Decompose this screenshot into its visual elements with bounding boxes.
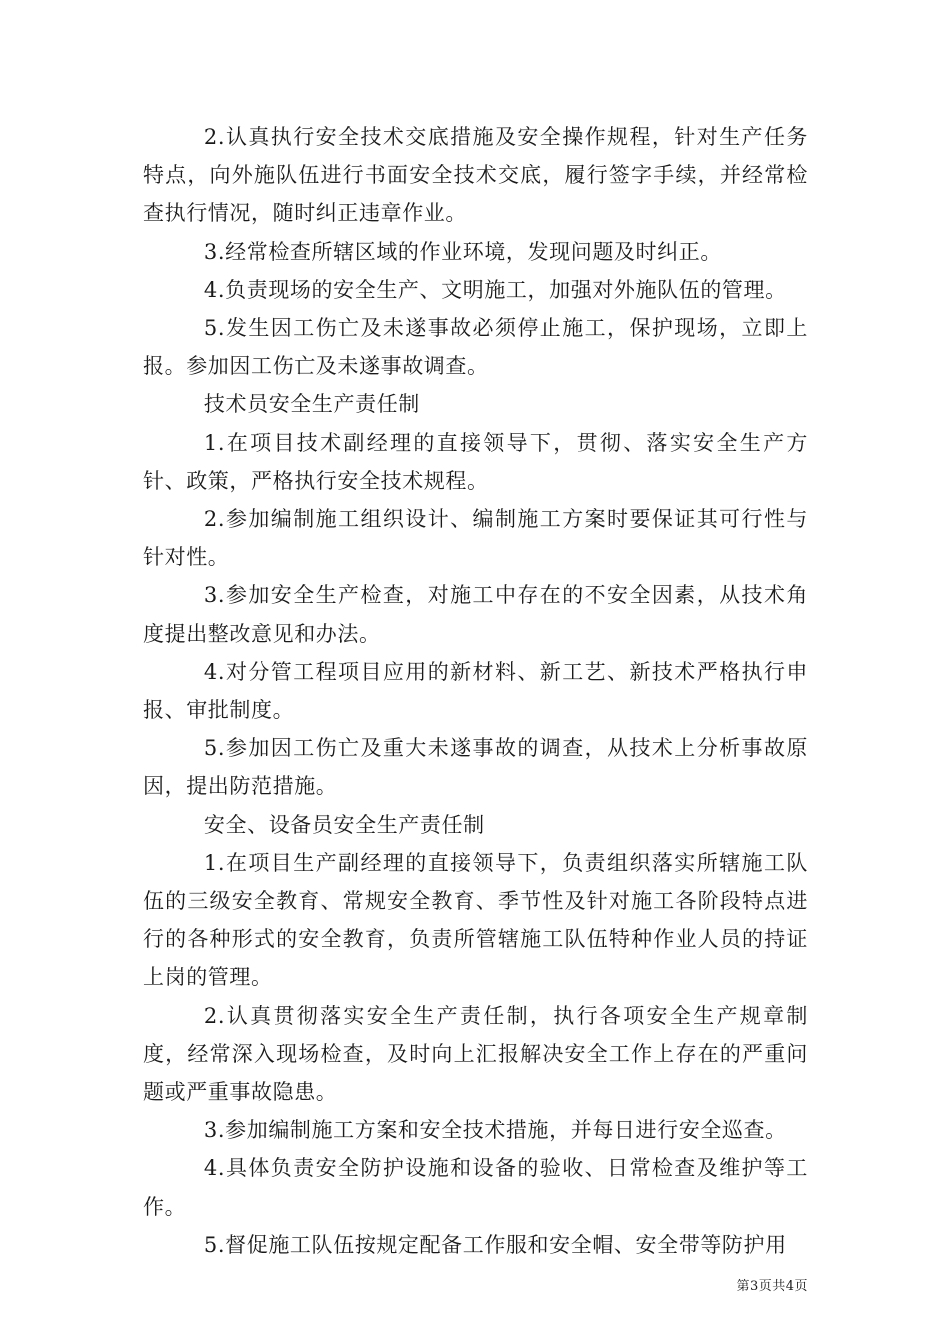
paragraph: 3.参加编制施工方案和安全技术措施，并每日进行安全巡查。 xyxy=(203,1118,787,1143)
section-heading: 安全、设备员安全生产责任制 xyxy=(203,812,485,837)
paragraph: 1.在项目生产副经理的直接领导下，负责组织落实所辖施工队伍的三级安全教育、常规安全教育、季节性及针对施工各阶段特点进行的各种形式的安全教育，负责所管辖施工队伍特种作业人员的持证上岗的管理。 xyxy=(143,850,808,990)
paragraph: 4.具体负责安全防护设施和设备的验收、日常检查及维护等工作。 xyxy=(143,1156,808,1219)
page-number-footer: 第3页共4页 xyxy=(736,1279,808,1294)
paragraph: 2.认真贯彻落实安全生产责任制，执行各项安全生产规章制度，经常深入现场检查，及时向上汇报解决安全工作上存在的严重问题或严重事故隐患。 xyxy=(143,1003,808,1105)
paragraph: 5.发生因工伤亡及未遂事故必须停止施工，保护现场，立即上报。参加因工伤亡及未遂事故调查。 xyxy=(143,316,808,379)
paragraph: 3.经常检查所辖区域的作业环境，发现问题及时纠正。 xyxy=(203,239,722,264)
paragraph: 2.参加编制施工组织设计、编制施工方案时要保证其可行性与针对性。 xyxy=(143,507,808,570)
section-heading: 技术员安全生产责任制 xyxy=(203,392,420,417)
paragraph: 2.认真执行安全技术交底措施及安全操作规程，针对生产任务特点，向外施队伍进行书面安全技术交底，履行签字手续，并经常检查执行情况，随时纠正违章作业。 xyxy=(143,125,808,226)
paragraph: 5.参加因工伤亡及重大未遂事故的调查，从技术上分析事故原因，提出防范措施。 xyxy=(143,736,808,799)
paragraph: 5.督促施工队伍按规定配备工作服和安全帽、安全带等防护用 xyxy=(203,1232,787,1257)
paragraph: 3.参加安全生产检查，对施工中存在的不安全因素，从技术角度提出整改意见和办法。 xyxy=(143,583,808,646)
paragraph: 4.对分管工程项目应用的新材料、新工艺、新技术严格执行申报、审批制度。 xyxy=(143,659,808,723)
document-body xyxy=(143,118,808,1264)
paragraph: 4.负责现场的安全生产、文明施工，加强对外施队伍的管理。 xyxy=(203,277,787,302)
paragraph: 1.在项目技术副经理的直接领导下，贯彻、落实安全生产方针、政策，严格执行安全技术规程。 xyxy=(143,430,808,493)
